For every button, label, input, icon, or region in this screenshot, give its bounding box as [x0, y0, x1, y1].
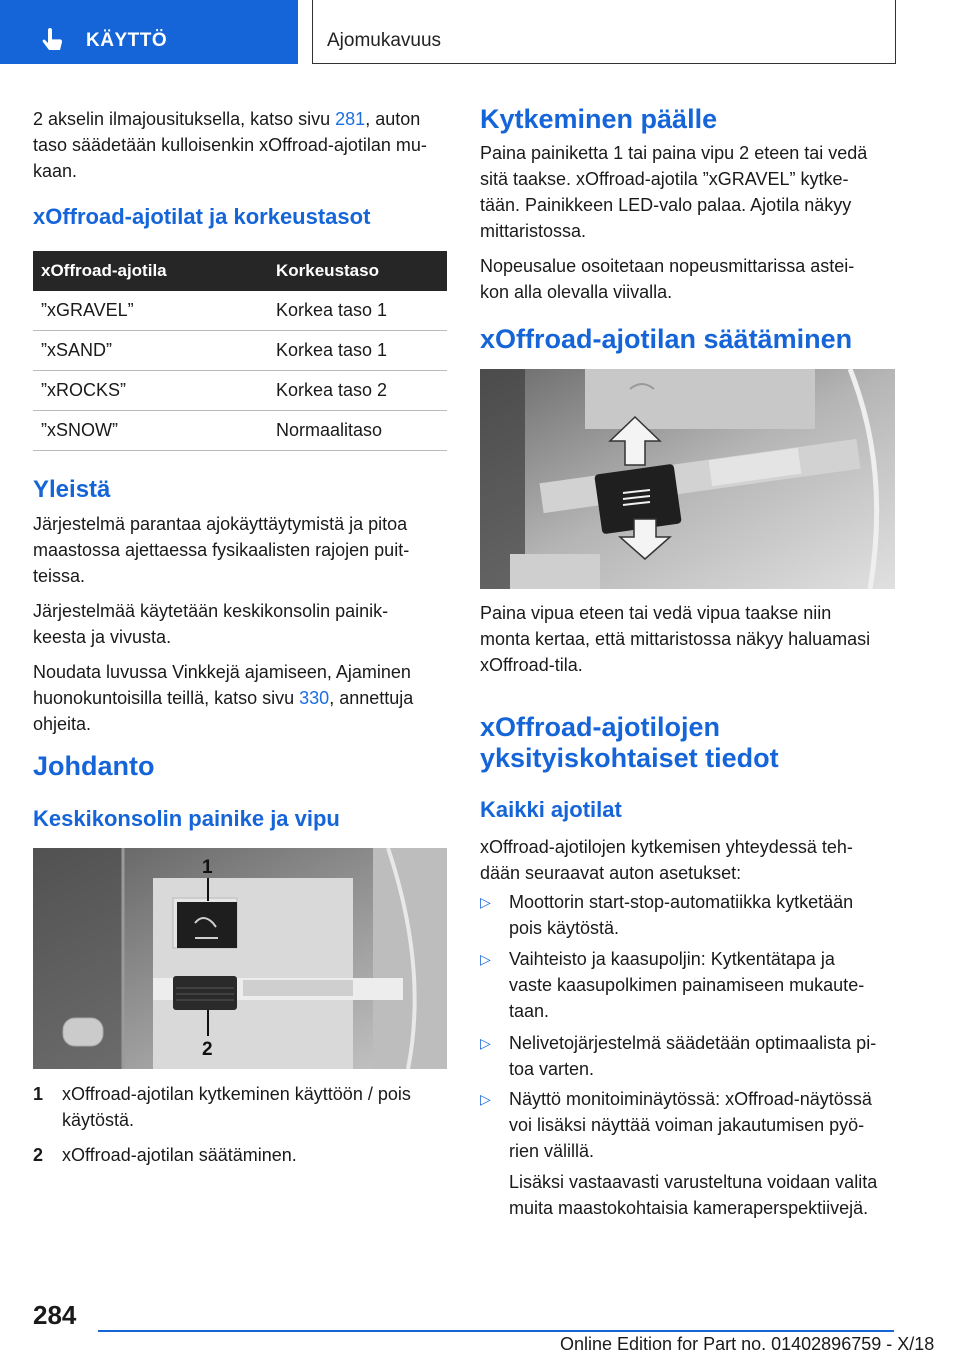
kytk-p1-l2: sitä taakse. xOffroad-ajotila ”xGRAVEL” kytke- [480, 169, 849, 189]
bullet-marker: ▷ [480, 951, 491, 967]
bullet-line: pois käytöstä. [509, 918, 620, 938]
bullet-line: Moottorin start-stop-automatiikka kytketään [509, 892, 854, 912]
table-cell: ”xGRAVEL” [33, 291, 268, 331]
table-cell: ”xSAND” [33, 331, 268, 371]
extra-l2: muita maastokohtaisia kameraperspektiivejä. [509, 1198, 869, 1218]
kaikki-text [480, 834, 900, 886]
kytk-p2-l1: Nopeusalue osoitetaan nopeusmittarissa astei- [480, 256, 855, 276]
kytk-p1-l3: tään. Painikkeen LED-valo palaa. Ajotila näkyy [480, 195, 852, 215]
bullet-line: Nelivetojärjestelmä säädetään optimaalista pi- [509, 1033, 877, 1053]
table-cell: ”xSNOW” [33, 411, 268, 451]
saato-l1: Paina vipua eteen tai vedä vipua taakse niin [480, 603, 832, 623]
table-cell: ”xROCKS” [33, 371, 268, 411]
yleista-text [33, 511, 453, 737]
intro-text: 2 akselin ilmajousituksella, katso sivu [33, 109, 336, 129]
legend-number: 2 [33, 1145, 44, 1165]
bullet-line: Näyttö monitoiminäytössä: xOffroad-näytössä [509, 1089, 872, 1109]
johdanto-heading: Johdanto [33, 751, 155, 781]
intro-text-post: , auton [365, 109, 421, 129]
extra-l1: Lisäksi vastaavasti varusteltuna voidaan valita [509, 1172, 878, 1192]
page-link-281[interactable]: 281 [335, 109, 366, 129]
kytkeminen-text [480, 140, 900, 305]
table-row [33, 411, 447, 451]
table-row [33, 291, 447, 331]
kytk-p1-l4: mittaristossa. [480, 221, 587, 241]
kaikki-l1: xOffroad-ajotilojen kytkemisen yhteydessä teh- [480, 837, 853, 857]
bullet-line: Vaihteisto ja kaasupoljin: Kytkentätapa ja [509, 949, 835, 969]
saato-l2: monta kertaa, että mittaristossa näkyy haluamasi [480, 629, 871, 649]
table-cell: Korkea taso 2 [268, 371, 447, 411]
bullet-line: vaste kaasupolkimen painamiseen mukaute- [509, 975, 865, 995]
yksityiskohtaiset-heading [480, 712, 779, 774]
yks-heading-l2: yksityiskohtaiset tiedot [480, 743, 779, 773]
bullet-marker: ▷ [480, 1035, 491, 1051]
kytkeminen-heading: Kytkeminen päälle [480, 104, 718, 134]
footer-rule [98, 1330, 894, 1332]
bullet-line: toa varten. [509, 1059, 595, 1079]
edition-text: Online Edition for Part no. 01402896759 - X/18 [560, 1334, 935, 1354]
table-row [33, 331, 447, 371]
console-button-lever-figure [33, 848, 447, 1069]
intro-paragraph [33, 106, 453, 184]
kytk-p2-l2: kon alla olevalla viivalla. [480, 282, 673, 302]
hand-pointer-icon [40, 28, 66, 54]
bullet-line: taan. [509, 1001, 550, 1021]
table-cell: Korkea taso 1 [268, 291, 447, 331]
legend-number: 1 [33, 1084, 44, 1104]
keskikonsoli-heading: Keskikonsolin painike ja vipu [33, 806, 340, 831]
yleista-p1-l3: teissa. [33, 566, 86, 586]
yleista-heading: Yleistä [33, 476, 111, 503]
kytk-p1-l1: Paina painiketta 1 tai paina vipu 2 eteen tai vedä [480, 143, 868, 163]
yleista-p2-l1: Järjestelmää käytetään keskikonsolin painik- [33, 601, 389, 621]
callout-1: 1 [202, 857, 213, 878]
bullet-line: voi lisäksi näyttää voiman jakautumisen pyö- [509, 1115, 865, 1135]
legend-item [33, 1081, 453, 1133]
header-tab[interactable] [0, 0, 298, 64]
header-tab-label: KÄYTTÖ [86, 30, 168, 51]
table-cell: Normaalitaso [268, 411, 447, 451]
yks-heading-l1: xOffroad-ajotilojen [480, 712, 721, 742]
legend-line: xOffroad-ajotilan kytkeminen käyttöön / pois [62, 1084, 411, 1104]
yleista-p1-l1: Järjestelmä parantaa ajokäyttäytymistä ja pitoa [33, 514, 408, 534]
callout-2: 2 [202, 1039, 213, 1060]
table-header-level: Korkeustaso [268, 251, 447, 291]
kaikki-l2: dään seuraavat auton asetukset: [480, 863, 742, 883]
legend-line: xOffroad-ajotilan säätäminen. [62, 1145, 297, 1165]
yleista-p3-l1: Noudata luvussa Vinkkejä ajamiseen, Ajaminen [33, 662, 411, 682]
table-header-mode: xOffroad-ajotila [33, 251, 268, 291]
yleista-p1-l2: maastossa ajettaessa fysikaalisten rajojen puit- [33, 540, 410, 560]
bullet-marker: ▷ [480, 1091, 491, 1107]
kaikki-ajotilat-heading: Kaikki ajotilat [480, 797, 622, 822]
figure-legend [33, 1081, 453, 1168]
yleista-p3-l2-post: , annettuja [329, 688, 414, 708]
saataminen-heading: xOffroad-ajotilan säätäminen [480, 324, 853, 354]
extra-note [509, 1169, 909, 1221]
intro-line-3: kaan. [33, 161, 78, 181]
header-section-label: Ajomukavuus [327, 30, 442, 51]
legend-line: käytöstä. [62, 1110, 135, 1130]
yleista-p2-l2: keesta ja vivusta. [33, 627, 172, 647]
yleista-p3-l3: ohjeita. [33, 714, 92, 734]
intro-line-2: taso säädetään kulloisenkin xOffroad-ajotilan mu- [33, 135, 427, 155]
legend-item [33, 1142, 453, 1168]
table-cell: Korkea taso 1 [268, 331, 447, 371]
table-title: xOffroad-ajotilat ja korkeustasot [33, 204, 371, 229]
saato-l3: xOffroad-tila. [480, 655, 583, 675]
page-number: 284 [33, 1300, 77, 1330]
bullet-marker: ▷ [480, 894, 491, 910]
yleista-p3-l2-text: huonokuntoisilla teillä, katso sivu [33, 688, 300, 708]
header-section [312, 0, 896, 64]
bullet-line: rien välillä. [509, 1141, 595, 1161]
saataminen-text [480, 600, 900, 678]
table-header-row [33, 251, 447, 291]
table-row [33, 371, 447, 411]
page-link-330[interactable]: 330 [299, 688, 330, 708]
lever-adjust-figure [480, 369, 895, 589]
modes-table [33, 251, 447, 451]
